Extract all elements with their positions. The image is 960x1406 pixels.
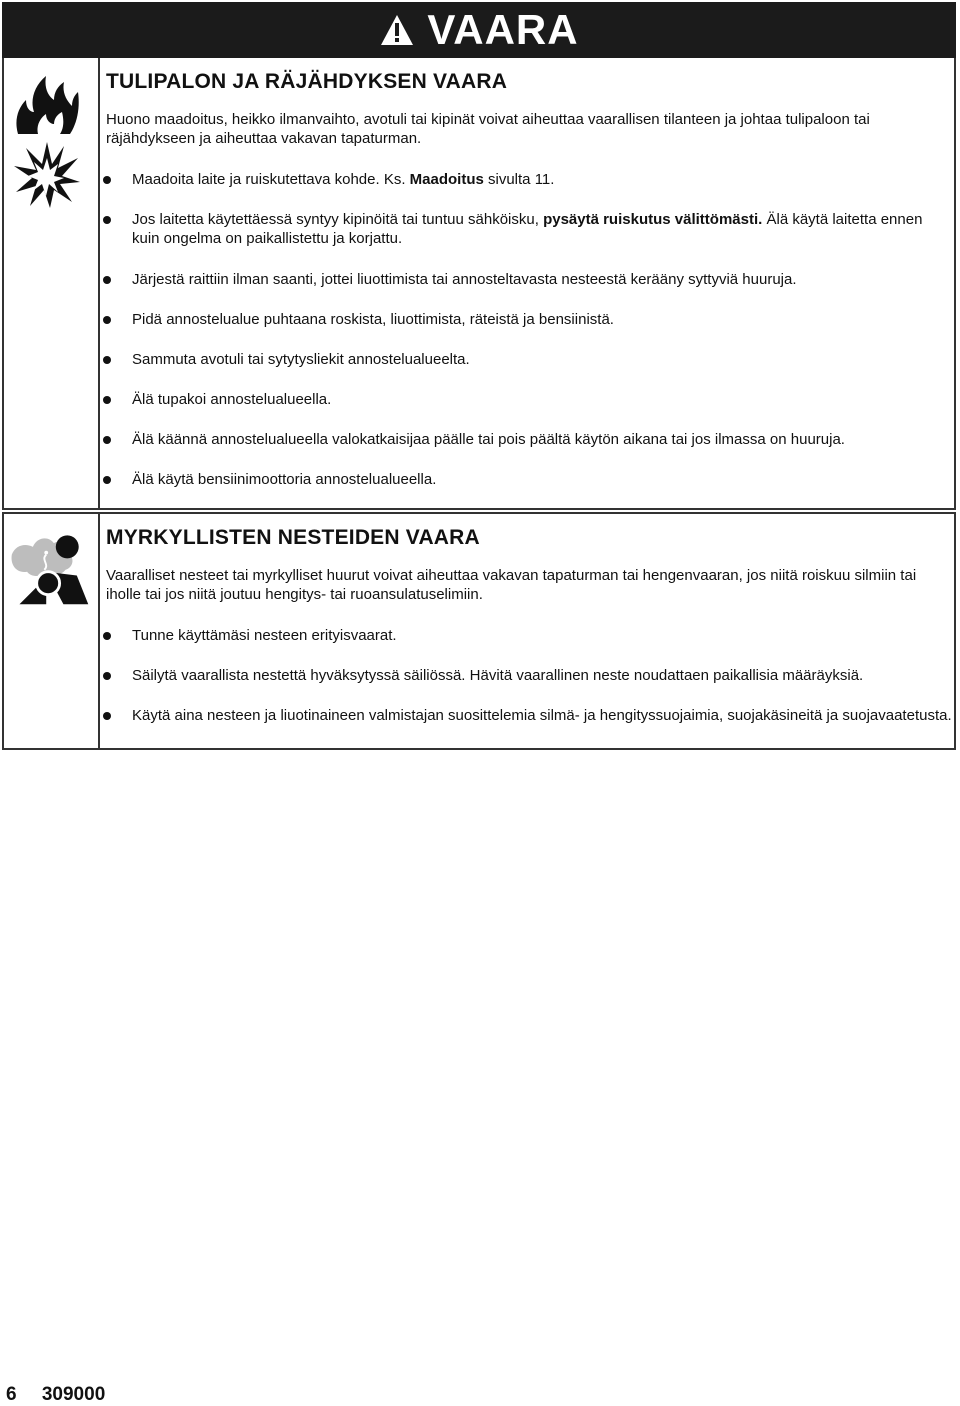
fire-intro: Huono maadoitus, heikko ilmanvaihto, avotuli tai kipinät voivat aiheuttaa vaarallisen tilanteen ja johtaa tulipaloon tai räjähdykseen ja aiheuttaa vakavan tapaturman. bbox=[106, 111, 870, 147]
page-footer bbox=[6, 1384, 105, 1406]
bullet-dot bbox=[103, 316, 111, 324]
fire-icon-column bbox=[4, 58, 100, 508]
toxic-icon-column bbox=[4, 514, 100, 748]
page-number: 6 bbox=[6, 1384, 17, 1405]
toxic-fluid-section bbox=[2, 512, 956, 750]
flame-icon bbox=[12, 70, 82, 140]
bullet-text: Älä käännä annostelualueella valokatkaisijaa päälle tai pois päältä käytön aikana tai jos ilmassa on huuruja. bbox=[132, 431, 845, 448]
bullet-dot bbox=[103, 276, 111, 284]
fire-explosion-section bbox=[2, 58, 956, 510]
warning-triangle-icon bbox=[379, 13, 415, 47]
bullet-text: Älä tupakoi annostelualueella. bbox=[132, 391, 332, 408]
bullet-text: Älä käytä bensiinimoottoria annostelualueella. bbox=[132, 471, 437, 488]
bullet-dot bbox=[103, 436, 111, 444]
banner-title: VAARA bbox=[427, 6, 579, 53]
toxic-heading: MYRKYLLISTEN NESTEIDEN VAARA bbox=[106, 526, 480, 549]
toxic-intro: Vaaralliset nesteet tai myrkylliset huurut voivat aiheuttaa vakavan tapaturman tai hengenvaaran, jos niitä roiskuu silmiin tai iholle tai jos niitä joutuu hengitys- tai ruoansulatuselimiin. bbox=[106, 567, 917, 603]
bullet-text: Säilytä vaarallista nestettä hyväksytyssä säiliössä. Hävitä vaarallinen neste noudattaen paikallisia määräyksiä. bbox=[132, 667, 864, 684]
bullet-dot bbox=[103, 672, 111, 680]
danger-banner bbox=[2, 2, 956, 58]
bullet-dot bbox=[103, 356, 111, 364]
document-number: 309000 bbox=[41, 1384, 106, 1405]
bullet-text: Käytä aina nesteen ja liuotinaineen valmistajan suosittelemia silmä- ja hengityssuojaimia, suojakäsineitä ja suojavaatetusta. bbox=[132, 707, 952, 724]
bullet-text: Pidä annostelualue puhtaana roskista, liuottimista, räteistä ja bensiinistä. bbox=[132, 311, 614, 328]
toxic-fumes-icon bbox=[8, 526, 94, 606]
bullet-text: Sammuta avotuli tai sytytysliekit annostelualueelta. bbox=[132, 351, 470, 368]
bullet-text: Järjestä raittiin ilman saanti, jottei liuottimista tai annosteltavasta nesteestä kerääny syttyviä huuruja. bbox=[132, 271, 797, 288]
bullet-dot bbox=[103, 476, 111, 484]
bullet-dot bbox=[103, 632, 111, 640]
bullet-text: Jos laitetta käytettäessä syntyy kipinöitä tai tuntuu sähköisku, pysäytä ruiskutus välittömästi. Älä käytä laitetta ennen kuin ongelma on paikallistettu ja korjattu. bbox=[132, 211, 923, 247]
bullet-dot bbox=[103, 176, 111, 184]
explosion-icon bbox=[12, 140, 82, 210]
fire-heading: TULIPALON JA RÄJÄHDYKSEN VAARA bbox=[106, 70, 508, 93]
bullet-text: Tunne käyttämäsi nesteen erityisvaarat. bbox=[132, 627, 397, 644]
bullet-dot bbox=[103, 712, 111, 720]
bullet-dot bbox=[103, 396, 111, 404]
bullet-text: Maadoita laite ja ruiskutettava kohde. Ks. Maadoitus sivulta 11. bbox=[132, 171, 555, 188]
bullet-dot bbox=[103, 216, 111, 224]
